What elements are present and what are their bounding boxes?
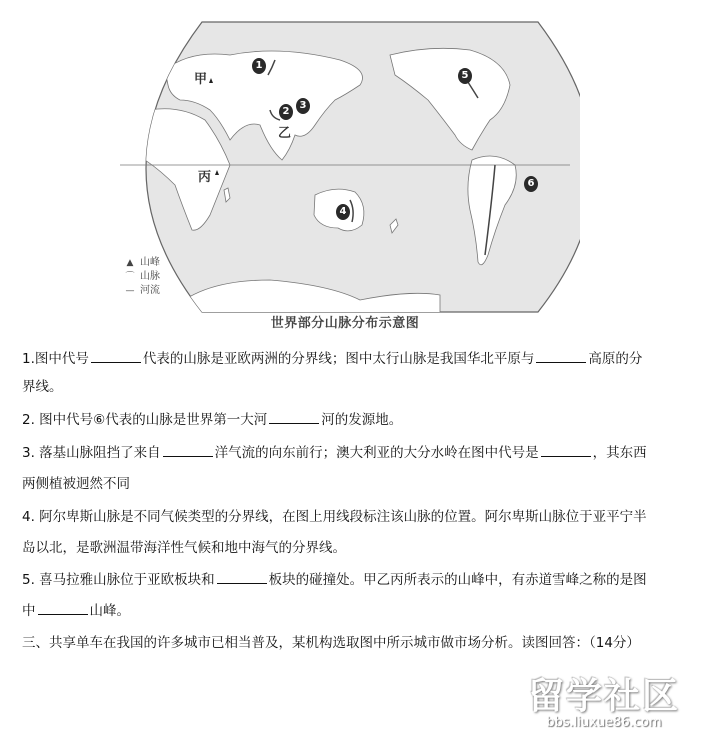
legend-peak: ▲ 山峰 [124,256,160,270]
legend-range: ⌒ 山脉 [125,271,160,282]
legend-river: — 河流 [125,285,160,296]
answer-blank[interactable] [163,442,213,457]
watermark-url: bbs.liuxue86.com [546,715,662,730]
question-2: 2. 图中代号⑥代表的山脉是世界第一大河 河的发源地。 [22,406,684,434]
question-1-cont: 界线。 [22,379,63,395]
marker-6: 6 [524,176,538,192]
question-5-cont: 中 山峰。 [22,597,684,625]
peak-icon: ▲ [126,258,134,268]
river-icon: — [125,286,135,296]
answer-blank[interactable] [38,600,88,615]
peak-label-yi: 乙 [278,126,292,141]
question-1: 1.图中代号 代表的山脉是亚欧两洲的分界线；图中太行山脉是我国华北平原与 高原的分 [22,345,684,373]
question-4-cont: 岛以北，是歌洲温带海洋性气候和地中海气的分界线。 [22,540,346,556]
answer-blank[interactable] [541,442,591,457]
watermark-brand: 留学社区 [527,676,680,717]
watermark [524,668,684,738]
peak-label-bing: 丙 [198,170,212,185]
marker-3: 3 [296,98,310,114]
mountain-range-icon: ⌒ [125,272,135,282]
question-3: 3. 落基山脉阻挡了来自 洋气流的向东前行；澳大利亚的大分水岭在图中代号是 ，其东西 [22,439,684,467]
question-5: 5. 喜马拉雅山脉位于亚欧板块和 板块的碰撞处。甲乙丙所表示的山峰中，有赤道雪峰之称的是图 [22,566,684,594]
question-3-cont: 两侧植被迥然不同 [22,476,130,492]
marker-5: 5 [458,68,472,84]
answer-blank[interactable] [91,348,141,363]
peak-icon-jia [209,78,213,83]
marker-1: 1 [252,58,266,74]
map-graphic [110,0,580,340]
world-mountain-map [110,0,580,340]
answer-blank[interactable] [536,348,586,363]
question-4: 4. 阿尔卑斯山脉是不同气候类型的分界线，在图上用线段标注该山脉的位置。阿尔卑斯山脉位于亚平宁半 [22,509,647,525]
answer-blank[interactable] [269,409,319,424]
map-legend [124,256,160,298]
peak-label-jia: 甲 [194,72,208,87]
marker-4: 4 [336,204,350,220]
section-3-heading: 三、共享单车在我国的许多城市已相当普及，某机构选取图中所示城市做市场分析。读图回答：（14分） [22,635,640,651]
marker-2: 2 [279,104,293,120]
map-title: 世界部分山脉分布示意图 [270,316,420,331]
peak-icon-bing [215,170,219,175]
answer-blank[interactable] [217,569,267,584]
